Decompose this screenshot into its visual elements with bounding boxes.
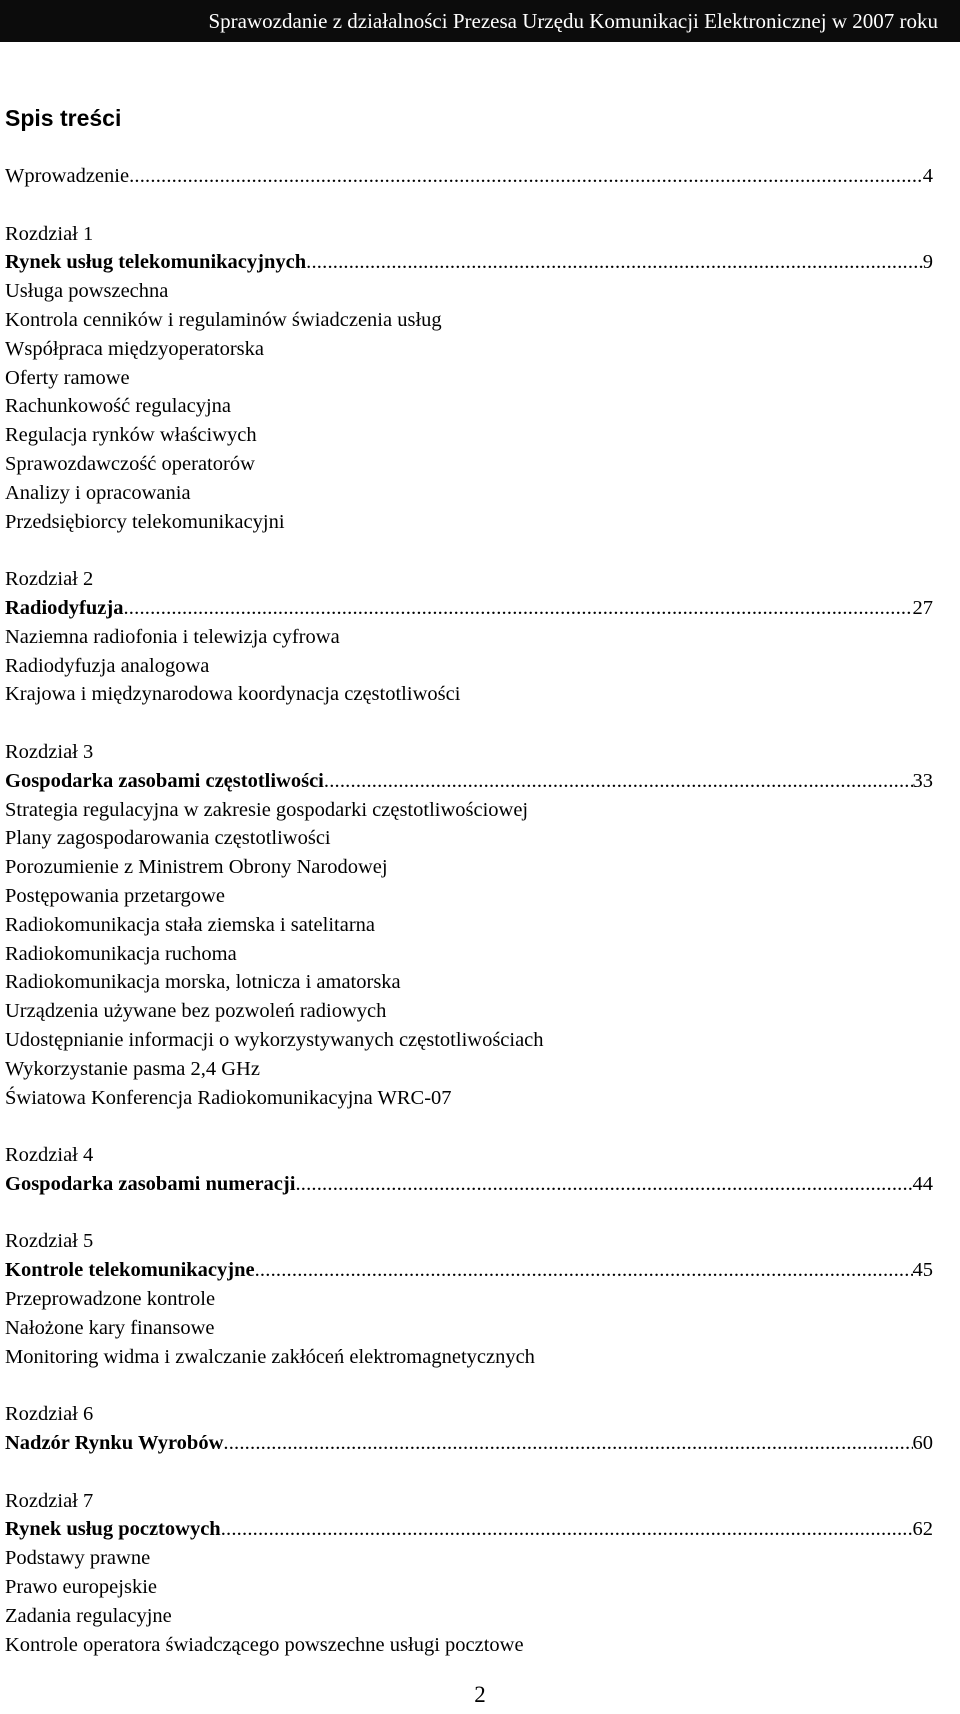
toc-spacer [5,709,933,738]
section-title: Podstawy prawne [5,1547,151,1570]
dot-leader [123,594,912,623]
toc-section-item[interactable] [5,652,933,681]
chapter-number-text: Rozdział 3 [5,740,94,763]
chapter-page-number: 60 [912,1432,933,1455]
section-title: Udostępnianie informacji o wykorzystywanych częstotliwościach [5,1028,544,1051]
section-title: Przeprowadzone kontrole [5,1288,216,1311]
chapter-number-text: Rozdział 5 [5,1230,94,1253]
toc-entry-page: 4 [922,165,933,187]
chapter-page-number: 33 [912,769,933,792]
section-title: Wykorzystanie pasma 2,4 GHz [5,1057,260,1080]
section-title: Przedsiębiorcy telekomunikacyjni [5,510,285,533]
chapter-number-text: Rozdział 4 [5,1144,94,1167]
dot-leader [129,162,923,191]
section-title: Monitoring widma i zwalczanie zakłóceń elektromagnetycznych [5,1345,535,1368]
chapter-title: Gospodarka zasobami numeracji [5,1172,296,1195]
toc-section-item[interactable] [5,1285,933,1314]
dot-leader [255,1256,913,1285]
chapter-number-label [5,1487,933,1516]
section-title: Radiokomunikacja stała ziemska i satelitarna [5,913,376,936]
chapter-page-number: 44 [912,1172,933,1195]
running-header [0,0,960,42]
section-title: Strategia regulacyjna w zakresie gospodarki częstotliwościowej [5,798,529,821]
toc-entry-chapter[interactable] [5,767,933,796]
section-title: Kontrola cenników i regulaminów świadczenia usług [5,308,442,331]
toc-section-item[interactable] [5,1602,933,1631]
dot-leader [295,1170,912,1199]
dot-leader [324,767,913,796]
chapter-page-number: 62 [912,1518,933,1541]
chapter-page-number: 45 [912,1259,933,1282]
chapter-page-number: 27 [912,596,933,619]
toc-section-item[interactable] [5,1573,933,1602]
toc-heading: Spis treści [5,105,122,131]
chapter-number-label [5,1141,933,1170]
toc-section-item[interactable] [5,277,933,306]
section-title: Usługa powszechna [5,280,169,303]
section-title: Analizy i opracowania [5,481,191,504]
toc-section-item[interactable] [5,911,933,940]
section-title: Światowa Konferencja Radiokomunikacyjna WRC-07 [5,1086,452,1109]
chapter-number-label [5,1227,933,1256]
dot-leader [221,1515,913,1544]
toc-section-item[interactable] [5,1084,933,1113]
toc-section-item[interactable] [5,421,933,450]
toc-section-item[interactable] [5,392,933,421]
chapter-number-label [5,220,933,249]
toc-section-item[interactable] [5,1314,933,1343]
section-title: Nałożone kary finansowe [5,1316,215,1339]
toc-section-item[interactable] [5,450,933,479]
chapter-number-label [5,1400,933,1429]
chapter-number-text: Rozdział 6 [5,1403,94,1426]
page-number: 2 [474,1682,486,1707]
section-title: Prawo europejskie [5,1576,157,1599]
toc-entry-chapter[interactable] [5,248,933,277]
toc-entry-chapter[interactable] [5,594,933,623]
toc-spacer [5,536,933,565]
section-title: Radiokomunikacja ruchoma [5,942,237,965]
toc-entry-intro[interactable] [5,162,933,191]
toc-entry-label: Wprowadzenie [5,165,130,187]
dot-leader [223,1429,912,1458]
toc-section-item[interactable] [5,796,933,825]
section-title: Sprawozdawczość operatorów [5,452,255,475]
chapter-title: Radiodyfuzja [5,596,124,619]
section-title: Postępowania przetargowe [5,884,225,907]
toc-section-item[interactable] [5,364,933,393]
chapter-title: Rynek usług pocztowych [5,1518,221,1541]
section-title: Radiodyfuzja analogowa [5,654,210,677]
toc-section-item[interactable] [5,968,933,997]
chapter-number-label [5,738,933,767]
chapter-number-text: Rozdział 2 [5,568,94,591]
toc-spacer [5,1199,933,1228]
toc-section-item[interactable] [5,1544,933,1573]
section-title: Kontrole operatora świadczącego powszechne usługi pocztowe [5,1633,524,1656]
toc-spacer [5,1371,933,1400]
toc-section-item[interactable] [5,1631,933,1660]
toc-section-item[interactable] [5,680,933,709]
chapter-title: Rynek usług telekomunikacyjnych [5,251,307,274]
toc-section-item[interactable] [5,882,933,911]
toc-entry-chapter[interactable] [5,1170,933,1199]
chapter-number-text: Rozdział 1 [5,222,94,245]
running-header-title: Sprawozdanie z działalności Prezesa Urzędu Komunikacji Elektronicznej w 2007 roku [208,9,938,33]
section-title: Współpraca międzyoperatorska [5,337,264,360]
chapter-number-label [5,565,933,594]
dot-leader [306,248,923,277]
chapter-title: Kontrole telekomunikacyjne [5,1259,255,1282]
toc-section-item[interactable] [5,997,933,1026]
toc-section-item[interactable] [5,623,933,652]
section-title: Plany zagospodarowania częstotliwości [5,827,331,850]
toc-spacer [5,1112,933,1141]
section-title: Oferty ramowe [5,366,130,389]
toc-section-item[interactable] [5,1343,933,1372]
toc-section-item[interactable] [5,1026,933,1055]
toc-section-item[interactable] [5,1055,933,1084]
toc-entry-chapter[interactable] [5,1429,933,1458]
toc-section-item[interactable] [5,479,933,508]
chapter-title: Nadzór Rynku Wyrobów [5,1432,224,1455]
section-title: Urządzenia używane bez pozwoleń radiowych [5,1000,387,1023]
toc-spacer [5,1458,933,1487]
toc-entry-chapter[interactable] [5,1515,933,1544]
chapter-page-number: 9 [922,251,933,274]
toc-section-item[interactable] [5,940,933,969]
toc-section-item[interactable] [5,853,933,882]
section-title: Rachunkowość regulacyjna [5,395,231,418]
toc-section-item[interactable] [5,508,933,537]
table-of-contents [5,162,933,1659]
chapter-number-text: Rozdział 7 [5,1489,94,1512]
section-title: Regulacja rynków właściwych [5,424,257,447]
section-title: Krajowa i międzynarodowa koordynacja częstotliwości [5,683,461,706]
toc-section-item[interactable] [5,306,933,335]
toc-entry-chapter[interactable] [5,1256,933,1285]
section-title: Porozumienie z Ministrem Obrony Narodowej [5,856,388,879]
toc-section-item[interactable] [5,824,933,853]
section-title: Naziemna radiofonia i telewizja cyfrowa [5,625,340,648]
section-title: Zadania regulacyjne [5,1604,172,1627]
section-title: Radiokomunikacja morska, lotnicza i amatorska [5,971,401,994]
toc-spacer [5,191,933,220]
chapter-title: Gospodarka zasobami częstotliwości [5,769,324,792]
toc-section-item[interactable] [5,335,933,364]
